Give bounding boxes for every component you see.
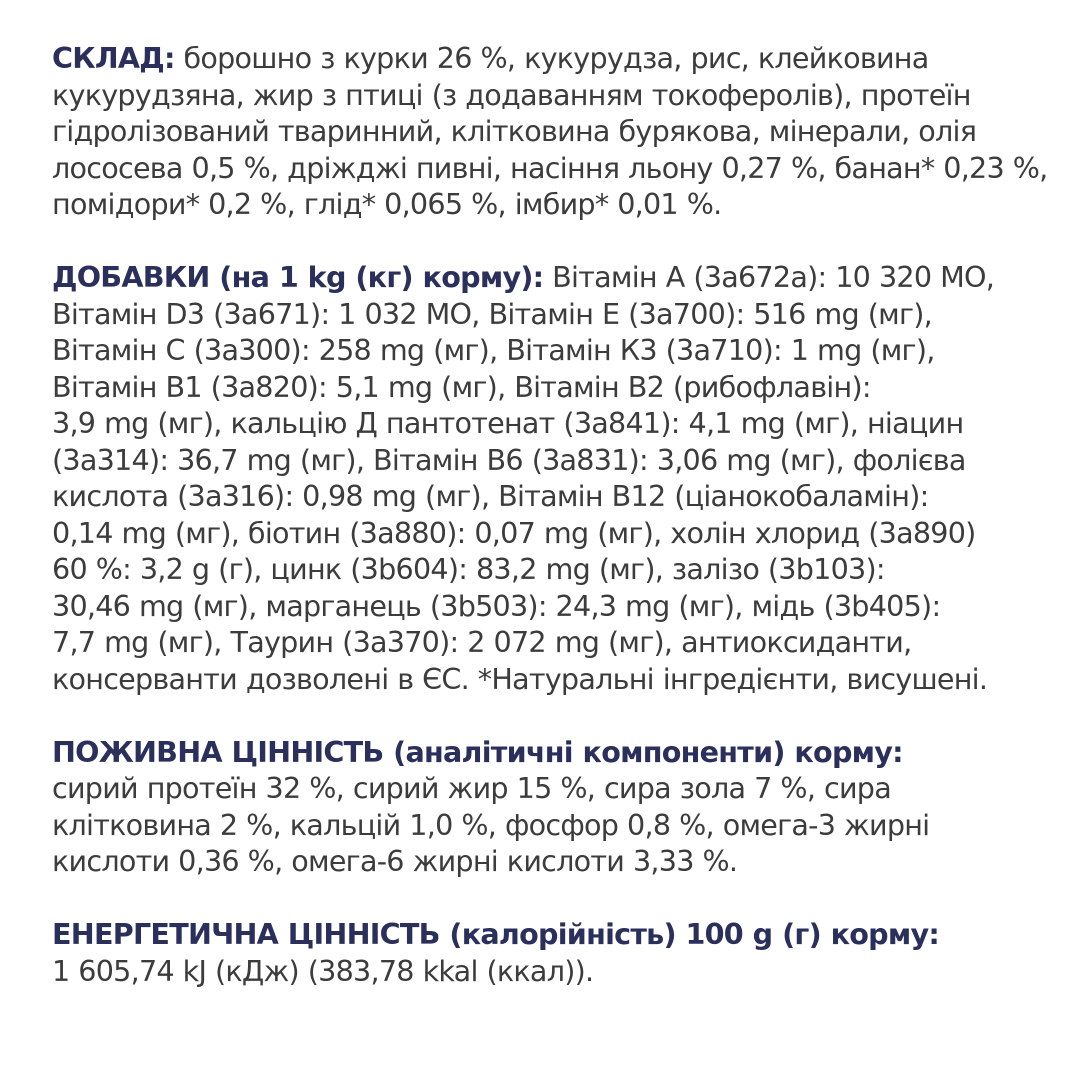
additives-line-9: 60 %: 3,2 g (г), цинк (3b604): 83,2 mg (мг), залізо (3b103): <box>52 552 885 586</box>
composition-line-2: кукурудзяна, жир з птиці (з додаванням токоферолів), протеїн <box>52 77 971 112</box>
nutrition-heading: ПОЖИВНА ЦІННІСТЬ (аналітичні компоненти) корму: <box>52 734 903 769</box>
section-spacer <box>52 697 1062 734</box>
composition-line-5: помідори* 0,2 %, глід* 0,065 %, імбир* 0,01 %. <box>52 187 722 221</box>
nutrition-line-2: клітковина 2 %, кальцій 1,0 %, фосфор 0,8 %, омега-3 жирні <box>52 807 930 842</box>
ingredients-label <box>52 40 1062 989</box>
nutrition-section <box>52 734 1062 880</box>
additives-line-10: 30,46 mg (мг), марганець (3b503): 24,3 mg (мг), мідь (3b405): <box>52 588 941 623</box>
composition-line-3: гідролізований тваринний, клітковина бурякова, мінерали, олія <box>52 114 977 148</box>
composition-line-4: лососева 0,5 %, дріжджі пивні, насіння льону 0,27 %, банан* 0,23 %, <box>52 150 1048 185</box>
additives-line-5: 3,9 mg (мг), кальцію Д пантотенат (3а841): 4,1 mg (мг), ніацин <box>52 406 964 440</box>
additives-line-6: (3а314): 36,7 mg (мг), Вітамін В6 (3а831): 3,06 mg (мг), фолієва <box>52 442 966 477</box>
composition-section <box>52 40 1062 223</box>
additives-line-12: консерванти дозволені в ЄС. *Натуральні інгредієнти, висушені. <box>52 661 988 696</box>
additives-section <box>52 259 1062 697</box>
energy-line-1: 1 605,74 kJ (кДж) (383,78 kkal (ккал)). <box>52 953 594 988</box>
additives-line-11: 7,7 mg (мг), Таурин (3а370): 2 072 mg (мг), антиоксиданти, <box>52 625 912 659</box>
energy-section <box>52 916 1062 989</box>
composition-line-1 <box>52 40 1062 77</box>
section-spacer <box>52 880 1062 917</box>
additives-line-7: кислота (3а316): 0,98 mg (мг), Вітамін В12 (ціанокобаламін): <box>52 479 929 513</box>
nutrition-line-1: сирий протеїн 32 %, сирий жир 15 %, сира зола 7 %, сира <box>52 771 891 805</box>
energy-heading: ЕНЕРГЕТИЧНА ЦІННІСТЬ (калорійність) 100 g (г) корму: <box>52 917 940 951</box>
composition-text: борошно з курки 26 %, кукурудза, рис, клейковина <box>174 41 929 75</box>
additives-text: Вітамін А (3а672а): 10 320 МО, <box>543 260 995 294</box>
additives-heading: ДОБАВКИ (на 1 kg (кг) корму): <box>52 260 544 294</box>
composition-heading: СКЛАД: <box>52 41 175 75</box>
additives-line-8: 0,14 mg (мг), біотин (3а880): 0,07 mg (мг), холін хлорид (3а890) <box>52 515 976 550</box>
nutrition-line-3: кислоти 0,36 %, омега-6 жирні кислоти 3,33 %. <box>52 844 738 878</box>
additives-line-1 <box>52 259 1062 296</box>
section-spacer <box>52 223 1062 260</box>
additives-line-2: Вітамін D3 (3а671): 1 032 МО, Вітамін Е (3а700): 516 mg (мг), <box>52 296 932 331</box>
additives-line-4: Вітамін В1 (3а820): 5,1 mg (мг), Вітамін В2 (рибофлавін): <box>52 369 871 404</box>
additives-line-3: Вітамін С (3а300): 258 mg (мг), Вітамін К3 (3а710): 1 mg (мг), <box>52 333 935 367</box>
